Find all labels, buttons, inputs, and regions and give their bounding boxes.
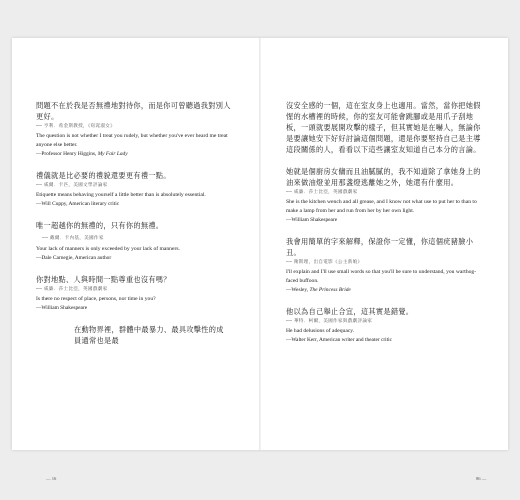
quote-chinese-attribution: ── 威廉．莎士比亞，英國戲劇家 [286, 190, 358, 195]
quote-chinese-attribution: ── 衛斯理，出自電影《公主新娘》 [286, 260, 363, 265]
quote-chinese-attribution: ── 華特．柯爾，美國作家與戲劇評論家 [286, 319, 373, 324]
quote-english: She is the kitchen wench and all grease, and I know not what use to put her to than to make a lamp from her and run from her by her own light. [286, 199, 477, 214]
attribution-name: —Professor Henry Higgins, [36, 151, 98, 157]
attribution-name: —Wesley, [286, 287, 310, 293]
quote-english: Etiquette means behaving yourself a little better than is absolutely essential. [36, 192, 206, 198]
quote-english-attribution: —Walter Kerr, American writer and theater critic [286, 337, 393, 343]
quote-entry [36, 170, 231, 209]
quote-english: Is there no respect of place, persons, nor time in you? [36, 296, 156, 302]
quote-english: I'll explain and I'll use small words so that you'll be sure to understand, you warthog-faced buffoon. [286, 269, 477, 284]
body-text: 沒安全感的一個，這在室友身上也適用。當然，當你把她假惺的水槽裡的時候，你的室友可能會跳腳或是用爪子刮地板，一頭就要展開攻擊的樣子，但其實她是在嚇人，無論你是要讓她安下好好討論這個問題，還是你要堅持自己是主導這段關係的人，看看以下這些讓室友知道自己本分的言論。 [286, 101, 481, 154]
body-paragraph [286, 100, 481, 155]
quote-english-attribution: —Dale Carnegie, American author [36, 255, 112, 261]
quote-chinese-attribution: ── 戴爾．卡內基，美國作家 [42, 236, 104, 241]
quote-english-attribution [286, 286, 481, 295]
quote-english-attribution [36, 150, 231, 159]
quote-chinese: 她就是個廚房女傭而且油膩膩的，我不知道除了拿她身上的油來做油燈並用那盞燈逃離她之外，她還有什麼用。 [286, 167, 481, 187]
body-text: 在動物界裡，群體中最暴力、最具攻擊性的成員通常也是最 [74, 325, 224, 345]
quote-chinese: 禮儀就是比必要的禮貌還要更有禮一點。 [36, 171, 171, 180]
quote-entry [36, 100, 231, 159]
quote-entry [286, 166, 481, 225]
quote-entry [36, 220, 231, 263]
quote-chinese: 問題不在於我是否無禮地對待你，而是你可曾聽過我對別人更好。 [36, 101, 231, 121]
quote-chinese: 唯一超越你的無禮的，只有你的無禮。 [36, 221, 164, 230]
right-page [286, 100, 481, 356]
book-gutter [259, 38, 261, 450]
attribution-work-title: My Fair Lady [97, 151, 128, 157]
quote-english-attribution: —William Shakespeare [36, 305, 88, 311]
quote-entry [286, 306, 481, 345]
page-number-right: 86 — [476, 476, 487, 481]
body-paragraph [36, 324, 231, 346]
quote-english: Your lack of manners is only exceeded by your lack of manners. [36, 246, 180, 252]
quote-english: The question is not whether I treat you rudely, but whether you've ever heard me treat anyone else better. [36, 133, 228, 148]
quote-english: He had delusions of adequacy. [286, 328, 355, 334]
quote-entry [286, 236, 481, 295]
quote-chinese: 你對地點、人與時間一點尊重也沒有嗎？ [36, 275, 171, 284]
quote-chinese-attribution: ── 亨利．希金斯教授，《窈窕淑女》 [36, 124, 115, 129]
quote-chinese-attribution: ── 威爾．卡匹，美國文學評論家 [36, 183, 108, 188]
quote-chinese: 他以為自己舉止合宜，這其實是錯覺。 [286, 307, 414, 316]
quote-chinese: 我會用簡單的字來解釋，保證你一定懂，你這個疣豬臉小丑。 [286, 237, 474, 257]
book-spread [12, 38, 508, 481]
left-page [36, 100, 231, 357]
page-number-left: — 16 [46, 476, 57, 481]
attribution-work-title: The Princess Bride [309, 287, 351, 293]
quote-english-attribution: —William Shakespeare [286, 217, 338, 223]
quote-chinese-attribution: ── 威廉．莎士比亞，英國戲劇家 [36, 287, 108, 292]
quote-chinese-line [36, 220, 231, 244]
quote-entry [36, 274, 231, 313]
quote-english-attribution: —Will Cuppy, American literary critic [36, 201, 120, 207]
